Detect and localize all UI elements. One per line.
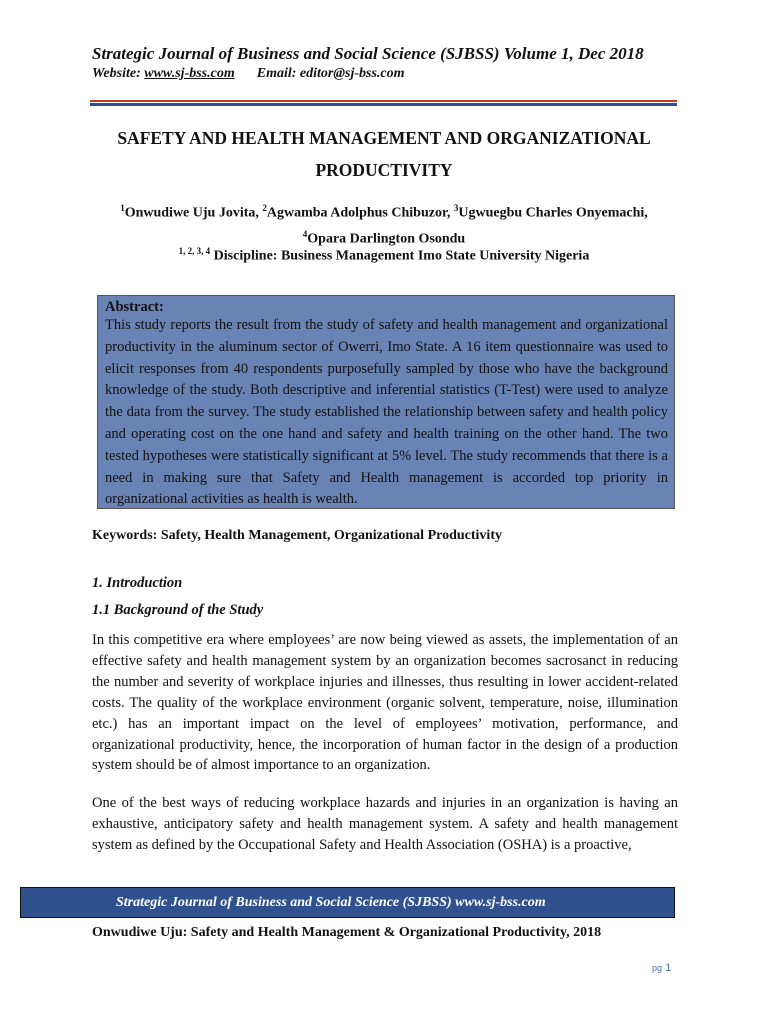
author-name: Onwudiwe Uju Jovita, bbox=[124, 205, 263, 221]
author-sup: 3 bbox=[453, 203, 459, 213]
author-sup: 2 bbox=[262, 203, 267, 213]
email-address[interactable]: editor@sj-bss.com bbox=[299, 66, 405, 81]
abstract-text: This study reports the result from the study of safety and health management and organizational productivity in the aluminum sector of Owerri, Imo State. A 16 item questionnaire was used to elicit responses from 40 respondents purposefully sampled by those who have the background knowledge of the study. Both descriptive and inferential statistics (T-Test) were used to analyze the data from the survey. The study established the relationship between safety and health policy and operating cost on the one hand and safety and health training on the other hand. The two tested hypotheses were statistically significant at 5% level. The study recommends that there is a need in making sure that Safety and Health management is accorded top priority in organizational activities as health is wealth. bbox=[105, 317, 668, 508]
footer-reference: Onwudiwe Uju: Safety and Health Management & Organizational Productivity, 2018 bbox=[92, 925, 602, 940]
affiliation-sup: 1, 2, 3, 4 bbox=[178, 246, 211, 256]
footer-banner-text: Strategic Journal of Business and Social Science (SJBSS) www.sj-bss.com bbox=[116, 894, 546, 910]
body-paragraph: One of the best ways of reducing workplace hazards and injuries in an organization is having an exhaustive, anticipatory safety and health management system. A safety and health management system as defined by the Occupational Safety and Health Association (OSHA) is a proactive, bbox=[92, 795, 678, 853]
header-divider-blue bbox=[90, 103, 677, 106]
abstract-label: Abstract: bbox=[105, 299, 164, 315]
subsection-heading-background: 1.1 Background of the Study bbox=[92, 602, 264, 618]
author-list bbox=[92, 198, 676, 249]
journal-contact-line bbox=[92, 66, 405, 82]
body-paragraph: In this competitive era where employees’ are now being viewed as assets, the implementation of an effective safety and health management system by an organization becomes sacrosanct in reducing the number and severity of workplace injuries and illnesses, thus resulting in lower accident-related costs. The quality of the workplace environment (organic solvent, temperature, noise, illumination etc.) has an important impact on the level of employees’ motivation, performance, and organizational productivity, hence, the incorporation of human factor in the design of a production system should be of almost importance to an organization. bbox=[92, 632, 678, 774]
author-name: Agwamba Adolphus Chibuzor, bbox=[266, 205, 454, 221]
author-sup: 1 bbox=[120, 203, 125, 213]
website-link[interactable]: www.sj-bss.com bbox=[144, 66, 235, 81]
journal-header-title: Strategic Journal of Business and Social Science (SJBSS) Volume 1, Dec 2018 bbox=[92, 44, 644, 63]
paper-title-line2: PRODUCTIVITY bbox=[315, 160, 453, 180]
paper-title bbox=[92, 122, 676, 186]
keywords: Keywords: Safety, Health Management, Organizational Productivity bbox=[92, 528, 502, 543]
page-number-value: 1 bbox=[665, 962, 672, 974]
page-prefix: pg bbox=[652, 963, 663, 973]
footer-journal-banner bbox=[20, 887, 675, 918]
website-label: Website: bbox=[92, 66, 145, 81]
abstract-box bbox=[97, 295, 675, 509]
page-number bbox=[652, 962, 671, 974]
section-heading-introduction: 1. Introduction bbox=[92, 575, 183, 591]
author-name: Ugwuegbu Charles Onyemachi, bbox=[458, 205, 648, 221]
affiliation-text: Discipline: Business Management Imo State University Nigeria bbox=[210, 248, 590, 264]
author-sup: 4 bbox=[302, 228, 308, 239]
paper-title-line1: SAFETY AND HEALTH MANAGEMENT AND ORGANIZATIONAL bbox=[117, 128, 651, 148]
author-affiliation bbox=[92, 246, 676, 265]
header-divider-red bbox=[90, 100, 677, 102]
email-label: Email: bbox=[256, 66, 300, 81]
author-name: Opara Darlington Osondu bbox=[307, 231, 466, 247]
